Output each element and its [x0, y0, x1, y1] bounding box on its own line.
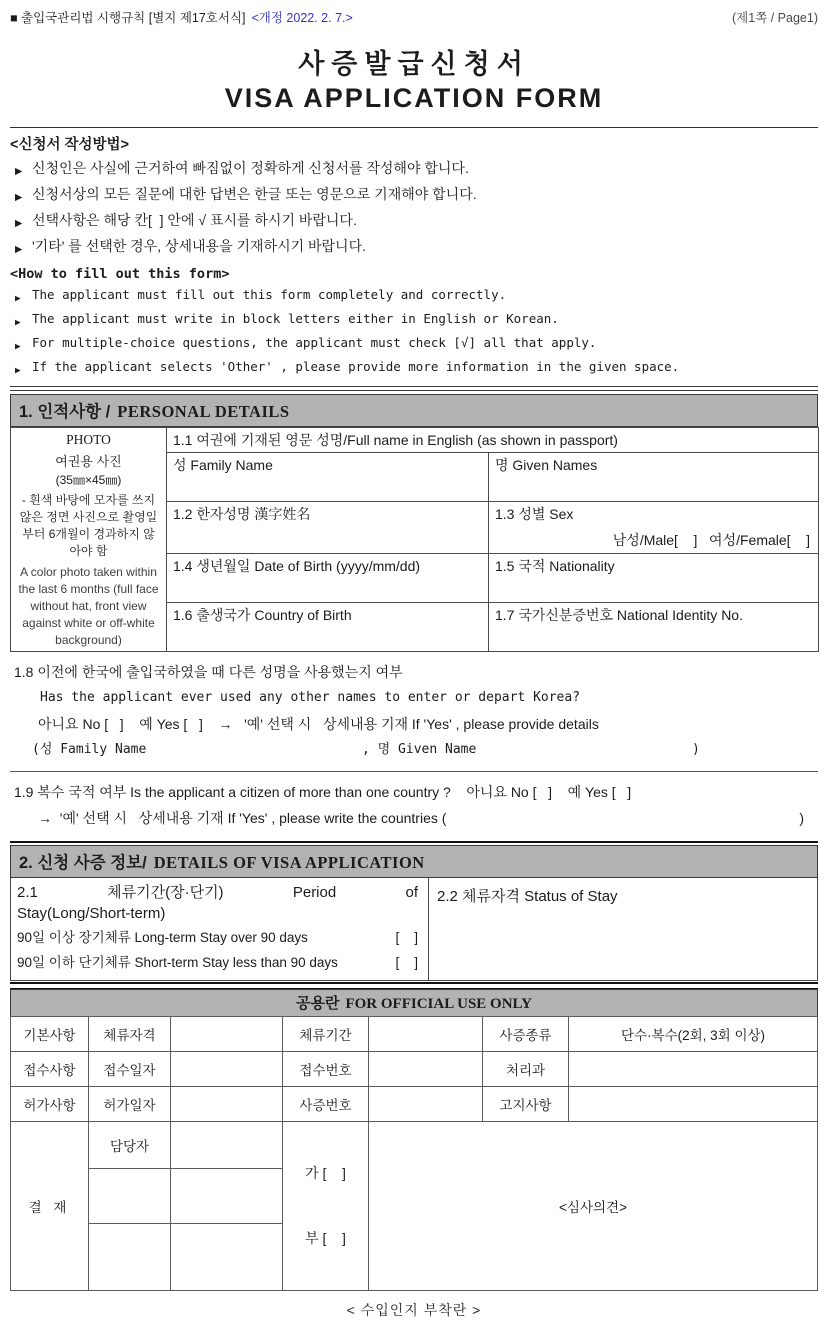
- receipt-date-cell: [171, 1052, 283, 1087]
- section1-header: [10, 394, 818, 427]
- field-1-3-label: 1.3 성별 Sex: [495, 506, 574, 523]
- form-title-english: VISA APPLICATION FORM: [224, 83, 604, 113]
- form-title-korean: 사증발급신청서: [298, 49, 530, 79]
- triangle-bullet-icon: ▶: [15, 244, 23, 255]
- long-term-checkbox: [ ]: [395, 930, 418, 945]
- divider-heavy: [10, 841, 818, 843]
- close-paren: ): [692, 742, 700, 757]
- divider-double: [10, 386, 818, 391]
- instructions-korean: [10, 133, 818, 261]
- table-row: 허가사항 허가일자 사증번호 고지사항: [11, 1087, 818, 1122]
- receipt-no-cell: [369, 1052, 483, 1087]
- close-paren: ): [799, 810, 804, 826]
- approver-title-cell: [89, 1224, 171, 1291]
- instruction-item: ▶ For multiple-choice questions, the applicant must check [√] all that apply.: [10, 333, 818, 357]
- instruction-item: ▶ If the applicant selects 'Other' , please provide more information in the given space.: [10, 357, 818, 381]
- official-use-table: [10, 1016, 818, 1291]
- photo-note-english: A color photo taken within the last 6 months (full face without hat, front view against white or off-white background): [18, 565, 159, 647]
- page-header: [10, 8, 818, 26]
- approval-row: [11, 1122, 818, 1169]
- notice-cell: [569, 1087, 818, 1122]
- triangle-bullet-icon: ▶: [15, 192, 23, 203]
- review-opinion-cell: <심사의견>: [369, 1122, 818, 1291]
- field-2-2-status-of-stay: 2.2 체류자격 Status of Stay: [437, 888, 618, 905]
- field-1-8-label-korean: 1.8 이전에 한국에 출입국하였을 때 다른 성명을 사용했는지 여부: [14, 664, 403, 680]
- field-1-8-block: [10, 652, 818, 769]
- sex-checkboxes: 남성/Male[ ] 여성/Female[ ]: [612, 532, 811, 549]
- divider: [10, 127, 818, 128]
- section1-title-english: PERSONAL DETAILS: [117, 402, 290, 421]
- field-1-9-label: 1.9 복수 국적 여부 Is the applicant a citizen of more than one country ? 아니요 No [ ] 예 Yes [ ]: [14, 784, 632, 800]
- instructions-korean-heading: <신청서 작성방법>: [10, 137, 130, 153]
- triangle-bullet-icon: ▶: [15, 218, 23, 229]
- field-1-9-detail-text: → '예' 선택 시 상세내용 기재 If 'Yes' , please write the countries (: [38, 810, 447, 826]
- instruction-item: ▶ '기타' 를 선택한 경우, 상세내용을 기재하시기 바랍니다.: [10, 235, 818, 261]
- triangle-bullet-icon: ▶: [15, 166, 23, 177]
- approver-signature-cell: [171, 1168, 283, 1223]
- photo-label: PHOTO: [66, 432, 111, 447]
- triangle-bullet-icon: ▶: [15, 317, 21, 328]
- visa-details-table: [10, 878, 818, 981]
- section1-title-korean: 1. 인적사항 /: [19, 403, 111, 421]
- form-page: [10, 0, 818, 1320]
- revenue-stamp-area-label: < 수입인지 부착란 >: [346, 1302, 482, 1318]
- revision-date: <개정 2022. 2. 7.>: [251, 11, 353, 25]
- field-1-9-detail: [14, 805, 814, 831]
- triangle-bullet-icon: ▶: [15, 365, 21, 376]
- photo-size: (35㎜×45㎜): [55, 473, 122, 487]
- instruction-item: ▶ 선택사항은 해당 칸[ ] 안에 √ 표시를 하시기 바랍니다.: [10, 209, 818, 235]
- family-name-field: 성 Family Name: [167, 453, 489, 502]
- photo-box: [11, 428, 167, 652]
- divider-heavy-double: [10, 982, 818, 989]
- field-1-8-name-detail: [14, 737, 814, 763]
- instruction-item: ▶ 신청인은 사실에 근거하여 빠짐없이 정확하게 신청서를 작성해야 합니다.: [10, 157, 818, 183]
- field-1-3-sex: [489, 502, 819, 554]
- instructions-english: [10, 266, 818, 381]
- field-1-8-checkboxes: 아니요 No [ ] 예 Yes [ ] → '예' 선택 시 상세내용 기재 If 'Yes' , please provide details: [38, 716, 599, 732]
- field-1-2-hanja-name: 1.2 한자성명 漢字姓名: [167, 502, 489, 554]
- long-term-option: 90일 이상 장기체류 Long-term Stay over 90 days [ ]: [17, 926, 418, 949]
- short-term-checkbox: [ ]: [395, 955, 418, 970]
- field-2-1-label-line2: Stay(Long/Short-term): [17, 905, 166, 922]
- legal-reference: [10, 8, 353, 26]
- officer-label: 담당자: [89, 1122, 171, 1169]
- personal-details-table: [10, 427, 819, 652]
- reject-checkbox: 부 [ ]: [305, 1230, 346, 1246]
- field-2-1-label: 2.1 체류기간(장·단기) Period of: [17, 884, 418, 901]
- approver-title-cell: [89, 1168, 171, 1223]
- approver-signature-cell: [171, 1224, 283, 1291]
- legal-reference-text: ■ 출입국관리법 시행규칙 [별지 제17호서식]: [10, 11, 246, 25]
- official-use-title-english: FOR OFFICIAL USE ONLY: [345, 996, 533, 1012]
- section2-title-english: DETAILS OF VISA APPLICATION: [153, 853, 425, 872]
- approve-checkbox: 가 [ ]: [305, 1165, 346, 1181]
- page-number: (제1쪽 / Page1): [732, 11, 818, 25]
- field-1-9-block: [10, 772, 818, 837]
- field-1-5-nationality: 1.5 국적 Nationality: [489, 554, 819, 603]
- field-1-1-label: 1.1 여권에 기재된 영문 성명/Full name in English (as shown in passport): [167, 428, 819, 453]
- instruction-item: ▶ The applicant must fill out this form completely and correctly.: [10, 285, 818, 309]
- period-value-cell: [369, 1017, 483, 1052]
- instruction-item: ▶ 신청서상의 모든 질문에 대한 답변은 한글 또는 영문으로 기재해야 합니다.: [10, 183, 818, 209]
- field-2-1-period-of-stay: [11, 878, 429, 980]
- field-1-6-country-of-birth: 1.6 출생국가 Country of Birth: [167, 603, 489, 652]
- status-value-cell: [171, 1017, 283, 1052]
- processing-dept-cell: [569, 1052, 818, 1087]
- short-term-option: 90일 이하 단기체류 Short-term Stay less than 90 days [ ]: [17, 951, 418, 974]
- field-1-8-label-english: Has the applicant ever used any other names to enter or depart Korea?: [40, 690, 581, 705]
- table-row: 기본사항 체류자격 체류기간 사증종류 단수·복수(2회, 3회 이상): [11, 1017, 818, 1052]
- approval-label: 결 재: [11, 1122, 89, 1291]
- approval-date-cell: [171, 1087, 283, 1122]
- official-use-title-korean: 공용란: [295, 995, 340, 1012]
- official-use-header: [10, 989, 818, 1016]
- field-1-7-national-identity-no: 1.7 국가신분증번호 National Identity No.: [489, 603, 819, 652]
- section2-title-korean: 2. 신청 사증 정보/: [19, 854, 147, 872]
- field-1-4-date-of-birth: 1.4 생년월일 Date of Birth (yyyy/mm/dd): [167, 554, 489, 603]
- other-family-name-blank: (성 Family Name: [32, 742, 147, 757]
- section2-header: [10, 845, 818, 878]
- given-names-field: 명 Given Names: [489, 453, 819, 502]
- photo-note-korean: - 흰색 바탕에 모자를 쓰지 않은 정면 사진으로 촬영일부터 6개월이 경과하지 않아야 함: [19, 493, 158, 558]
- visa-type-cell: 단수·복수(2회, 3회 이상): [569, 1017, 818, 1052]
- instructions-english-heading: <How to fill out this form>: [10, 266, 230, 282]
- triangle-bullet-icon: ▶: [15, 341, 21, 352]
- instruction-item: ▶ The applicant must write in block letters either in English or Korean.: [10, 309, 818, 333]
- other-given-name-blank: , 명 Given Name: [362, 742, 477, 757]
- triangle-bullet-icon: ▶: [15, 293, 21, 304]
- photo-note-ko-title: 여권용 사진: [55, 454, 122, 469]
- officer-signature-cell: [171, 1122, 283, 1169]
- visa-no-cell: [369, 1087, 483, 1122]
- approve-reject-cell: [283, 1122, 369, 1291]
- table-row: 접수사항 접수일자 접수번호 처리과: [11, 1052, 818, 1087]
